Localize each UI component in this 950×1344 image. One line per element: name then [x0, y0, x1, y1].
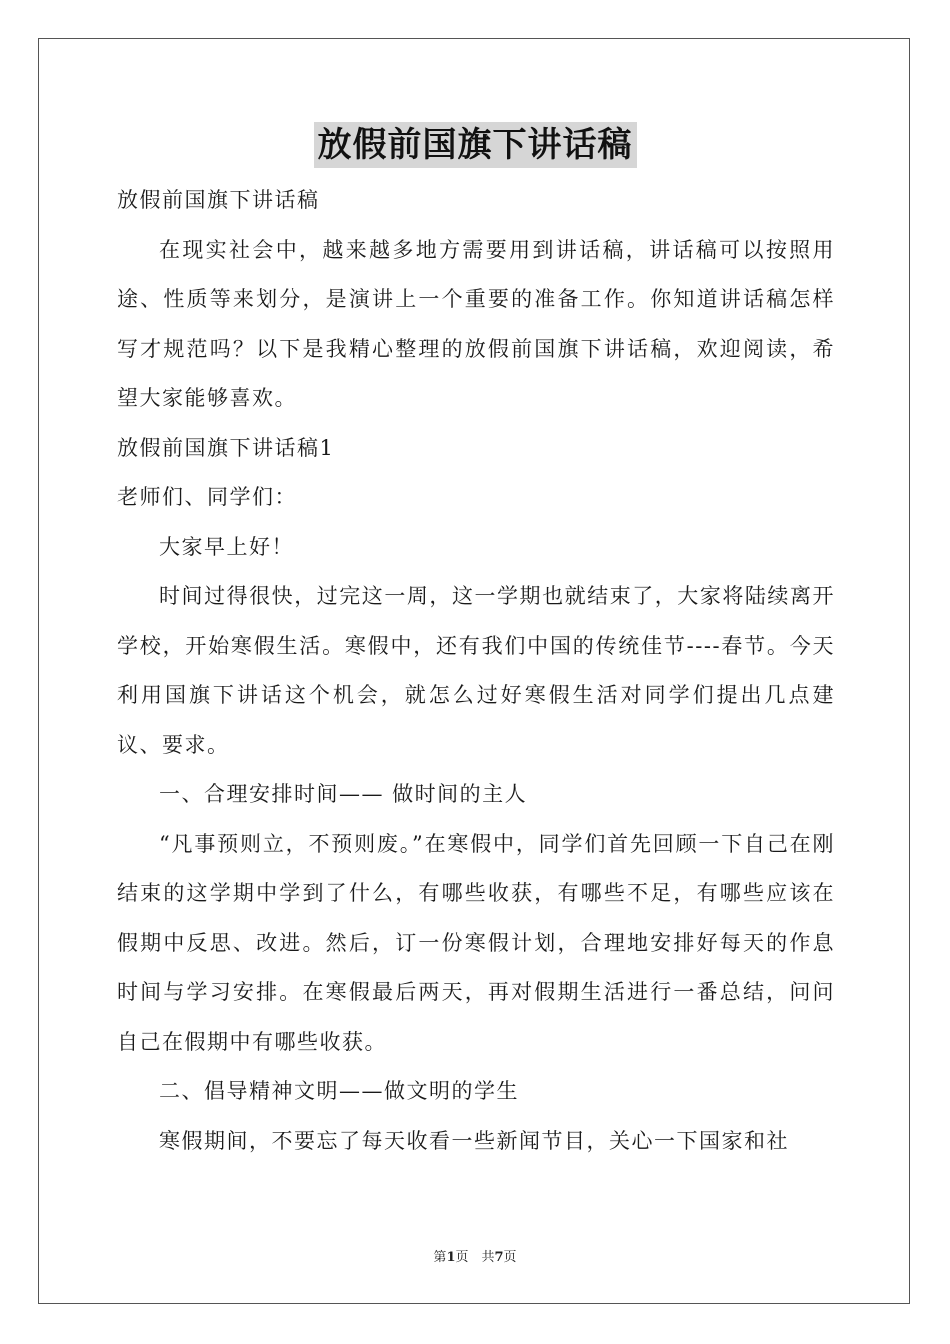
paragraph[interactable]: 放假前国旗下讲话稿1 [117, 435, 335, 460]
paragraph[interactable]: 大家早上好！ [159, 534, 294, 559]
paragraph[interactable]: 老师们、同学们： [117, 485, 297, 509]
page-prefix: 第 [433, 1250, 447, 1265]
paragraph[interactable]: 在现实社会中，越来越多地方需要用到讲话稿，讲话稿可以按照用途、性质等来划分，是演讲上一个重要的准备工作。你知道讲话稿怎样写才规范吗？以下是我精心整理的放假前国旗下讲话稿，欢迎阅读，希望大家能够喜欢。 [117, 237, 835, 410]
paragraph[interactable]: 寒假期间，不要忘了每天收看一些新闻节目，关心一下国家和社 [159, 1128, 789, 1153]
paragraph[interactable]: “凡事预则立，不预则废。”在寒假中，同学们首先回顾一下自己在刚结束的这学期中学到了什么，有哪些收获，有哪些不足，有哪些应该在假期中反思、改进。然后，订一份寒假计划，合理地安排好每天的作息时间与学习安排。在寒假最后两天，再对假期生活进行一番总结，问问自己在假期中有哪些收获。 [117, 831, 835, 1054]
document-body [117, 176, 835, 1166]
paragraph[interactable]: 时间过得很快，过完这一周，这一学期也就结束了，大家将陆续离开学校，开始寒假生活。寒假中，还有我们中国的传统佳节----春节。今天利用国旗下讲话这个机会，就怎么过好寒假生活对同学们提出几点建议、要求。 [117, 584, 835, 757]
page-footer [0, 1246, 950, 1265]
page-total: 7 [494, 1250, 504, 1265]
page-mid: 页 共 [455, 1250, 495, 1265]
title-container [0, 122, 950, 168]
page-suffix: 页 [503, 1250, 517, 1265]
page-current: 1 [446, 1250, 456, 1265]
document-title[interactable]: 放假前国旗下讲话稿 [314, 122, 637, 168]
paragraph[interactable]: 放假前国旗下讲话稿 [117, 188, 320, 212]
section-heading[interactable]: 一、合理安排时间—— 做时间的主人 [159, 782, 528, 806]
section-heading[interactable]: 二、倡导精神文明——做文明的学生 [159, 1079, 519, 1103]
